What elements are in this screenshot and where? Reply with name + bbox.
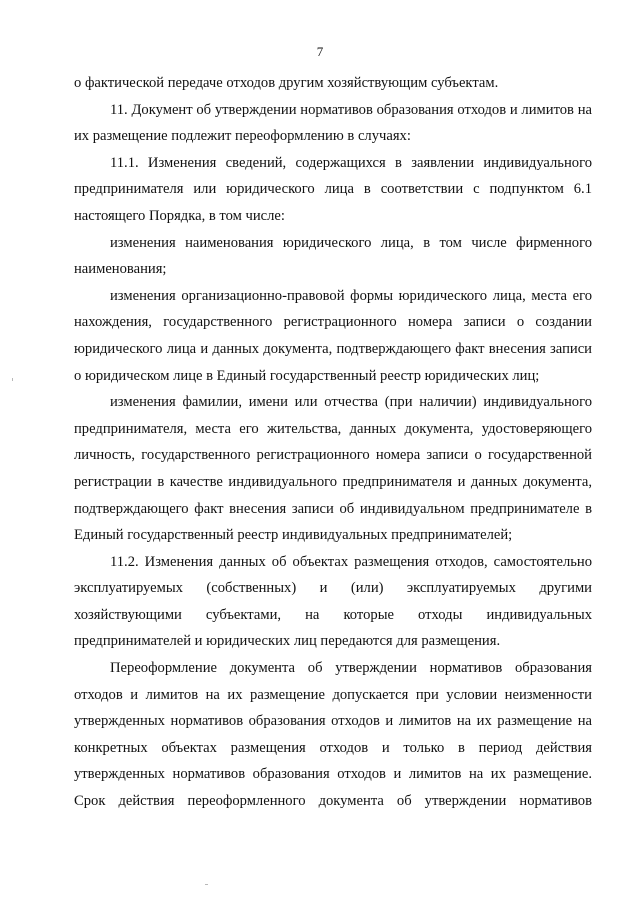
scan-speck [12, 378, 13, 381]
paragraph-legal-form-change: изменения организационно-правовой формы юридического лица, места его нахождения, государственного регистрационного номера записи о создании юридического лица и данных документа, подтверждающего факт внесения записи о юридическом лице в Единый государственный реестр юридических лиц; [74, 287, 592, 384]
scan-speck [205, 884, 208, 885]
document-body [74, 70, 592, 815]
paragraph-item-11: 11. Документ об утверждении нормативов образования отходов и лимитов на их размещение подлежит переоформлению в случаях: [74, 101, 592, 145]
paragraph-personal-data-change: изменения фамилии, имени или отчества (при наличии) индивидуального предпринимателя, места его жительства, данных документа, удостоверяющего личность, государственного регистрационного номера записи о государственной регистрации в качестве индивидуального предпринимателя и данных документа, подтверждающего факт внесения записи об индивидуальном предпринимателе в Единый государственный реестр индивидуальных предпринимателей; [74, 394, 592, 544]
paragraph-item-11-2: 11.2. Изменения данных об объектах размещения отходов, самостоятельно эксплуатируемых (собственных) и (или) эксплуатируемых другими хозяйствующими субъектами, на которые отходы индивидуальных предпринимателей и юридических лиц передаются для размещения. [74, 553, 592, 650]
paragraph-continuation: о фактической передаче отходов другим хозяйствующим субъектам. [74, 75, 499, 91]
paragraph-name-change: изменения наименования юридического лица, в том числе фирменного наименования; [74, 234, 592, 278]
paragraph-reissue-conditions: Переоформление документа об утверждении нормативов образования отходов и лимитов на их размещение допускается при условии неизменности утвержденных нормативов образования отходов и лимитов на их размещение на конкретных объектах размещения отходов и только в период действия утвержденных нормативов образования отходов и лимитов на их размещение. Срок действия переоформленного документа об утверждении нормативов [74, 660, 592, 810]
page-number: 7 [316, 44, 324, 59]
paragraph-item-11-1: 11.1. Изменения сведений, содержащихся в заявлении индивидуального предпринимателя или юридического лица в соответствии с подпунктом 6.1 настоящего Порядка, в том числе: [74, 154, 592, 224]
